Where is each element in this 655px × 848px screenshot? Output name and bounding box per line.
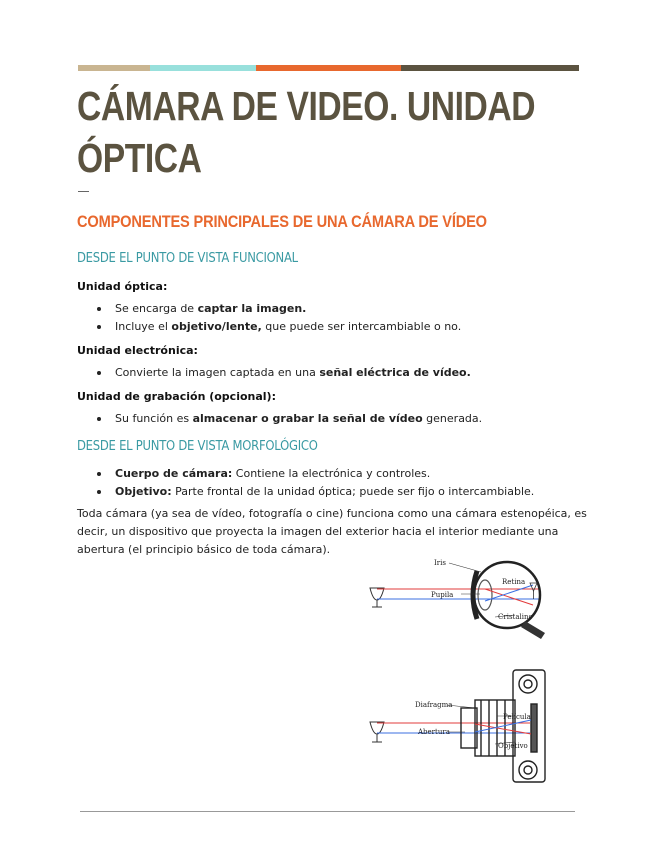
electronic-unit-list: [97, 364, 471, 382]
morphological-list: [97, 465, 534, 501]
color-bar-segment: [401, 65, 579, 71]
list-item: Se encarga de captar la imagen.: [97, 300, 461, 318]
iris-label: Iris: [434, 559, 446, 567]
optical-unit-list: [97, 300, 461, 336]
document-title: [77, 80, 536, 184]
optical-unit-label: Unidad óptica:: [77, 280, 168, 293]
title-underline: [78, 191, 89, 192]
recording-unit-list: [97, 410, 482, 428]
eye-diagram: [365, 555, 550, 647]
eyeball: [473, 562, 545, 639]
abertura-label: Abertura: [418, 728, 450, 736]
list-item: Objetivo: Parte frontal de la unidad óptica; puede ser fijo o intercambiable.: [97, 483, 534, 501]
recording-unit-label: Unidad de grabación (opcional):: [77, 390, 276, 403]
section-heading: COMPONENTES PRINCIPALES DE UNA CÁMARA DE VÍDEO: [77, 212, 487, 231]
title-line-2: ÓPTICA: [77, 135, 202, 181]
color-bar-segment: [78, 65, 150, 71]
pelicula-label: Película: [503, 713, 531, 721]
camera-diagram: [365, 662, 550, 787]
list-item: Incluye el objetivo/lente, que puede ser intercambiable o no.: [97, 318, 461, 336]
cristalino-label: Cristalino: [498, 613, 533, 621]
list-item: Cuerpo de cámara: Contiene la electrónica y controles.: [97, 465, 534, 483]
pupila-label: Pupila: [431, 591, 454, 599]
footer-rule: [80, 811, 575, 812]
color-bar-segment: [256, 65, 401, 71]
list-item: Convierte la imagen captada en una señal eléctrica de vídeo.: [97, 364, 471, 382]
title-line-1: CÁMARA DE VIDEO. UNIDAD: [77, 83, 536, 129]
functional-heading: DESDE EL PUNTO DE VISTA FUNCIONAL: [77, 250, 298, 266]
color-bar-segment: [150, 65, 256, 71]
body-paragraph: Toda cámara (ya sea de vídeo, fotografía o cine) funciona como una cámara estenopéica, es decir, un dispositivo que proyecta la imagen del exterior hacia el interior mediante una abertura (el principio básico de toda cámara).: [77, 507, 587, 556]
list-item: Su función es almacenar o grabar la señal de vídeo generada.: [97, 410, 482, 428]
header-color-bar: [78, 65, 579, 71]
diafragma-label: Diafragma: [415, 701, 453, 709]
morphological-heading: DESDE EL PUNTO DE VISTA MORFOLÓGICO: [77, 438, 318, 454]
electronic-unit-label: Unidad electrónica:: [77, 344, 198, 357]
objetivo-label: Objetivo: [498, 742, 528, 750]
wine-glass-icon: [370, 588, 384, 607]
wine-glass-icon: [370, 722, 384, 742]
retina-label: Retina: [502, 578, 526, 586]
